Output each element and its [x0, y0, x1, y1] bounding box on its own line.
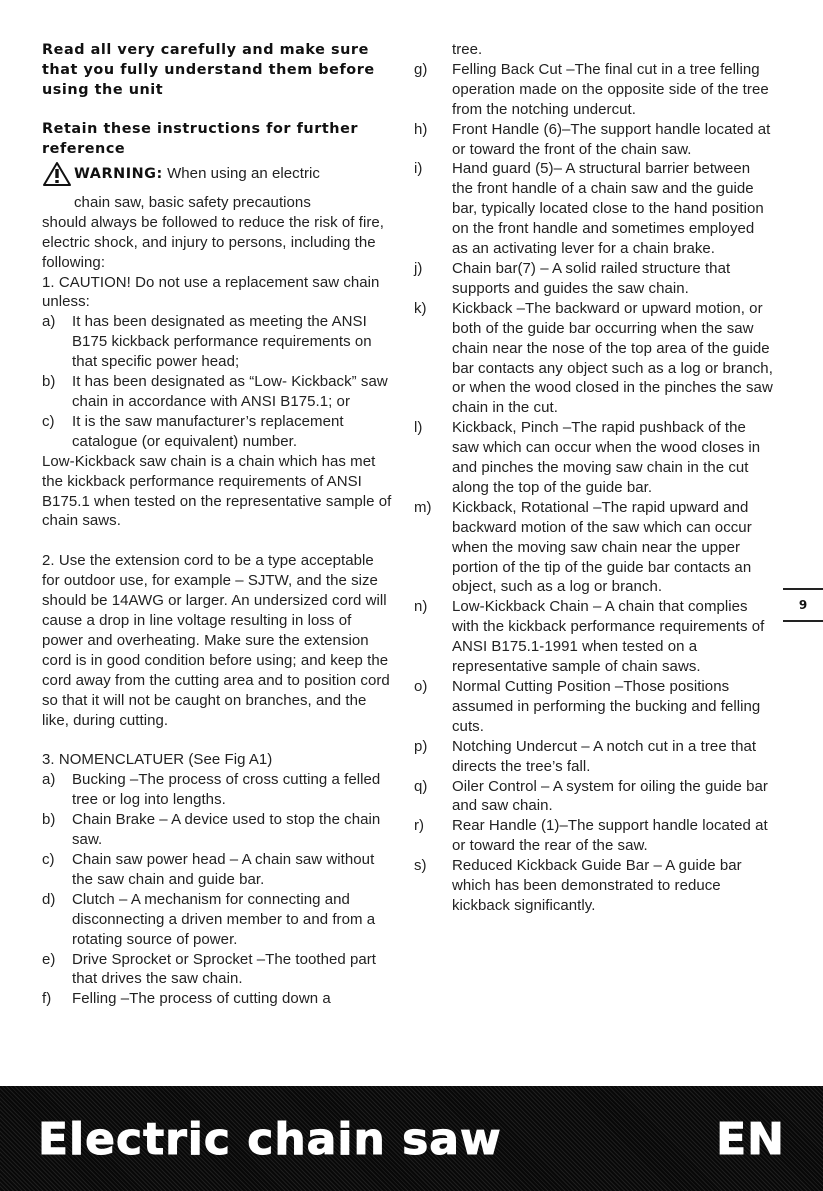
nomenclature-continuation: tree. [452, 41, 483, 58]
nomenclature-item: k) Kickback –The backward or upward motion, or both of the guide bar occurring when the saw chain near the nose of the top area of the guide bar contacts any object such as a log or branch, or when the wood closed in the pinches the saw chain in the cut. [414, 299, 773, 417]
nomenclature-item: c) Chain saw power head – A chain saw without the saw chain and guide bar. [42, 851, 375, 888]
warning-block [42, 161, 394, 273]
caution-item: a) It has been designated as meeting the ANSI B175 kickback performance requirements on that specific power head; [42, 313, 372, 371]
caution-item: c) It is the saw manufacturer’s replacement catalogue (or equivalent) number. [42, 412, 344, 450]
caution-title: 1. CAUTION! Do not use a replacement saw chain unless: [42, 273, 380, 311]
nomenclature-item: a) Bucking –The process of cross cutting a felled tree or log into lengths. [42, 771, 381, 809]
caution-item: b) It has been designated as “Low- Kickback” saw chain in accordance with ANSI B175.1; or [42, 373, 388, 410]
footer-title: Electric chain saw [38, 1114, 502, 1165]
nomenclature-item: g) Felling Back Cut –The final cut in a tree felling operation made on the opposite side of the tree from the notching undercut. [414, 60, 769, 118]
nomenclature-item: b) Chain Brake – A device used to stop the chain saw. [42, 811, 381, 849]
nomenclature-item: j) Chain bar(7) – A solid railed structure that supports and guides the saw chain. [414, 259, 731, 297]
nomenclature-item: p) Notching Undercut – A notch cut in a tree that directs the tree’s fall. [414, 737, 757, 775]
warning-label: WARNING: [74, 166, 163, 183]
nomenclature-item: q) Oiler Control – A system for oiling the guide bar and saw chain. [414, 777, 768, 815]
footer-banner [0, 1086, 823, 1191]
read-carefully-heading: Read all very carefully and make sure that you fully understand them before using the unit [42, 42, 375, 99]
low-kickback-note: Low-Kickback saw chain is a chain which has met the kickback performance requirements of ANSI B175.1 when tested on the representative sample of chain saws. [42, 452, 392, 530]
warning-first-line [42, 161, 394, 193]
page-number: 9 [783, 588, 823, 622]
right-column [414, 40, 774, 916]
left-column [42, 40, 394, 1009]
nomenclature-item: n) Low-Kickback Chain – A chain that complies with the kickback performance requirements of ANSI B175.1-1991 when tested on a representative sample of chain saws. [414, 598, 765, 676]
nomenclature-item: l) Kickback, Pinch –The rapid pushback of the saw which can occur when the wood closes in and pinches the moving saw chain in the cut along the top of the guide bar. [414, 419, 761, 496]
extension-cord-paragraph: 2. Use the extension cord to be a type acceptable for outdoor use, for example – SJTW, and the size should be 14AWG or larger. An undersized cord will cause a drop in line voltage resulting in loss of power and overheating. Make sure the extension cord is in good condition before using; and keep the cord away from the cutting area and to position cord so that it will not be caught on branches, and the like, during cutting. [42, 552, 390, 729]
nomenclature-item: d) Clutch – A mechanism for connecting and disconnecting a driven member to and from a rotating source of power. [42, 890, 376, 948]
nomenclature-item: h) Front Handle (6)–The support handle located at or toward the front of the chain saw. [414, 120, 771, 158]
nomenclature-item: f) Felling –The process of cutting down a [42, 990, 331, 1008]
nomenclature-item: r) Rear Handle (1)–The support handle located at or toward the rear of the saw. [414, 817, 768, 855]
nomenclature-title: 3. NOMENCLATUER (See Fig A1) [42, 751, 273, 769]
nomenclature-item: s) Reduced Kickback Guide Bar – A guide bar which has been demonstrated to reduce kickback significantly. [414, 857, 742, 914]
nomenclature-item: o) Normal Cutting Position –Those positions assumed in performing the bucking and felling cuts. [414, 678, 761, 735]
language-code: EN [716, 1114, 785, 1165]
nomenclature-item: e) Drive Sprocket or Sprocket –The toothed part that drives the saw chain. [42, 950, 377, 988]
warning-rest: should always be followed to reduce the risk of fire, electric shock, and injury to persons, including the following: [42, 213, 384, 271]
warning-indent-line: chain saw, basic safety precautions [74, 193, 311, 211]
retain-instructions-heading: Retain these instructions for further reference [42, 120, 359, 157]
nomenclature-item: m) Kickback, Rotational –The rapid upward and backward motion of the saw which can occur when the moving saw chain near the upper portion of the tip of the guide bar contacts an object, such as a log or branch. [414, 498, 752, 596]
warning-triangle-icon [42, 161, 72, 193]
warning-first-text: When using an electric [167, 165, 320, 183]
nomenclature-item: i) Hand guard (5)– A structural barrier between the front handle of a chain saw and the guide bar, typically located close to the hand position on the front handle and sometimes employed as an activating lever for a chain brake. [414, 160, 764, 258]
